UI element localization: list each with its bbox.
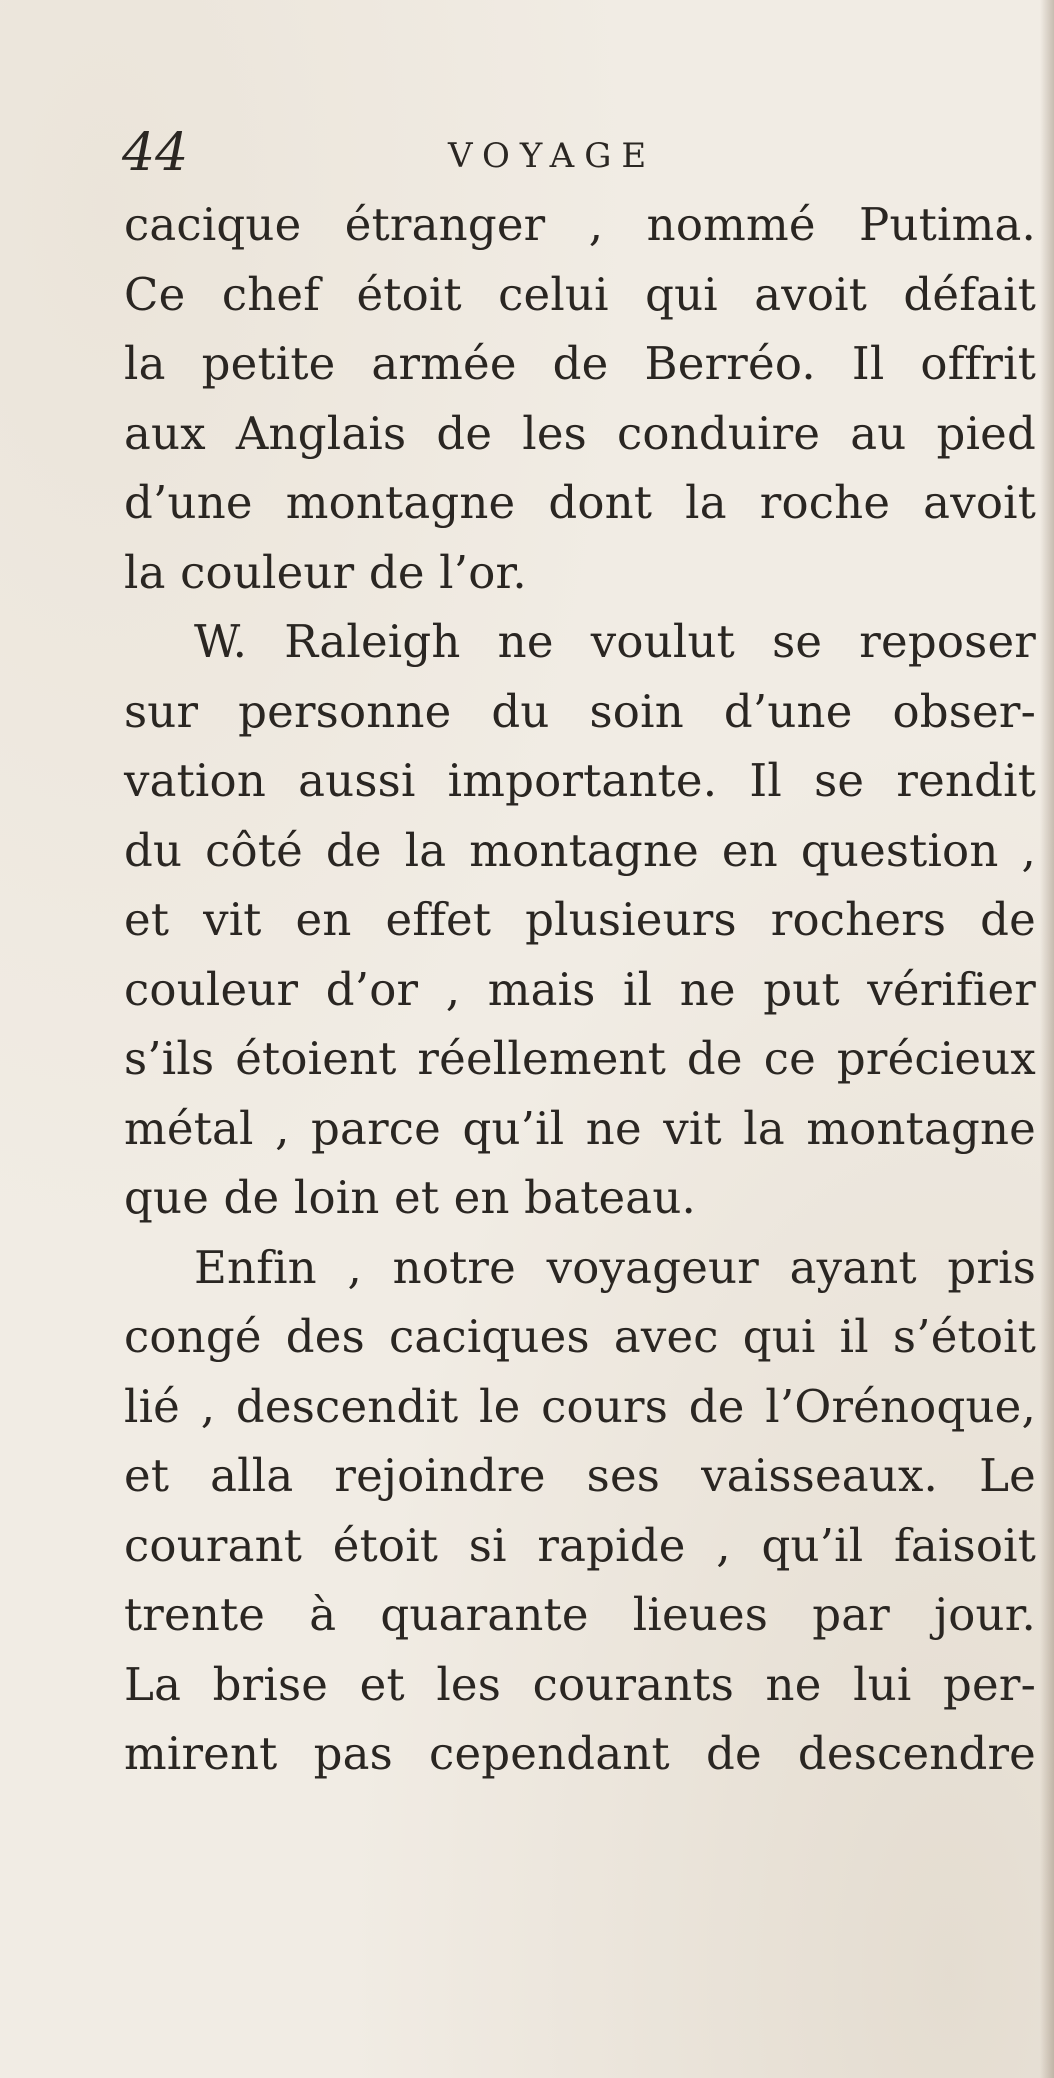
page-header bbox=[122, 118, 1022, 188]
text-line: La brise et les courants ne lui per- bbox=[124, 1657, 1036, 1711]
text-line: la petite armée de Berréo. Il offrit bbox=[124, 337, 1036, 390]
text-line: métal , parce qu’il ne vit la montagne bbox=[124, 1101, 1036, 1155]
text-line: vation aussi importante. Il se rendit bbox=[124, 754, 1036, 807]
text-line: lié , descendit le cours de l’Orénoque, bbox=[124, 1379, 1036, 1433]
running-head: VOYAGE bbox=[448, 136, 657, 176]
paragraph-start-line: W. Raleigh ne voulut se reposer bbox=[194, 615, 1036, 668]
body-text bbox=[124, 190, 1036, 1789]
text-line: sur personne du soin d’une obser- bbox=[124, 684, 1036, 738]
text-line: du côté de la montagne en question , bbox=[124, 823, 1036, 877]
text-line: trente à quarante lieues par jour. bbox=[124, 1588, 1036, 1641]
text-line: couleur d’or , mais il ne put vérifier bbox=[124, 962, 1036, 1016]
text-line: congé des caciques avec qui il s’étoit bbox=[124, 1310, 1036, 1363]
text-line: courant étoit si rapide , qu’il faisoit bbox=[124, 1518, 1036, 1572]
text-line: s’ils étoient réellement de ce précieux bbox=[124, 1032, 1036, 1085]
text-line: la couleur de l’or. bbox=[124, 545, 527, 599]
text-line: que de loin et en bateau. bbox=[124, 1171, 697, 1224]
text-line: d’une montagne dont la roche avoit bbox=[124, 476, 1036, 529]
text-line: Ce chef étoit celui qui avoit défait bbox=[124, 267, 1036, 321]
text-line: mirent pas cependant de descendre bbox=[124, 1727, 1036, 1780]
text-line: aux Anglais de les conduire au pied bbox=[124, 406, 1036, 460]
text-line: cacique étranger , nommé Putima. bbox=[124, 198, 1036, 251]
paragraph-start-line: Enfin , notre voyageur ayant pris bbox=[194, 1240, 1036, 1294]
text-line: et vit en effet plusieurs rochers de bbox=[124, 893, 1036, 946]
page-number: 44 bbox=[122, 123, 189, 183]
text-line: et alla rejoindre ses vaisseaux. Le bbox=[124, 1449, 1036, 1502]
page-edge-shadow bbox=[1040, 0, 1054, 2078]
